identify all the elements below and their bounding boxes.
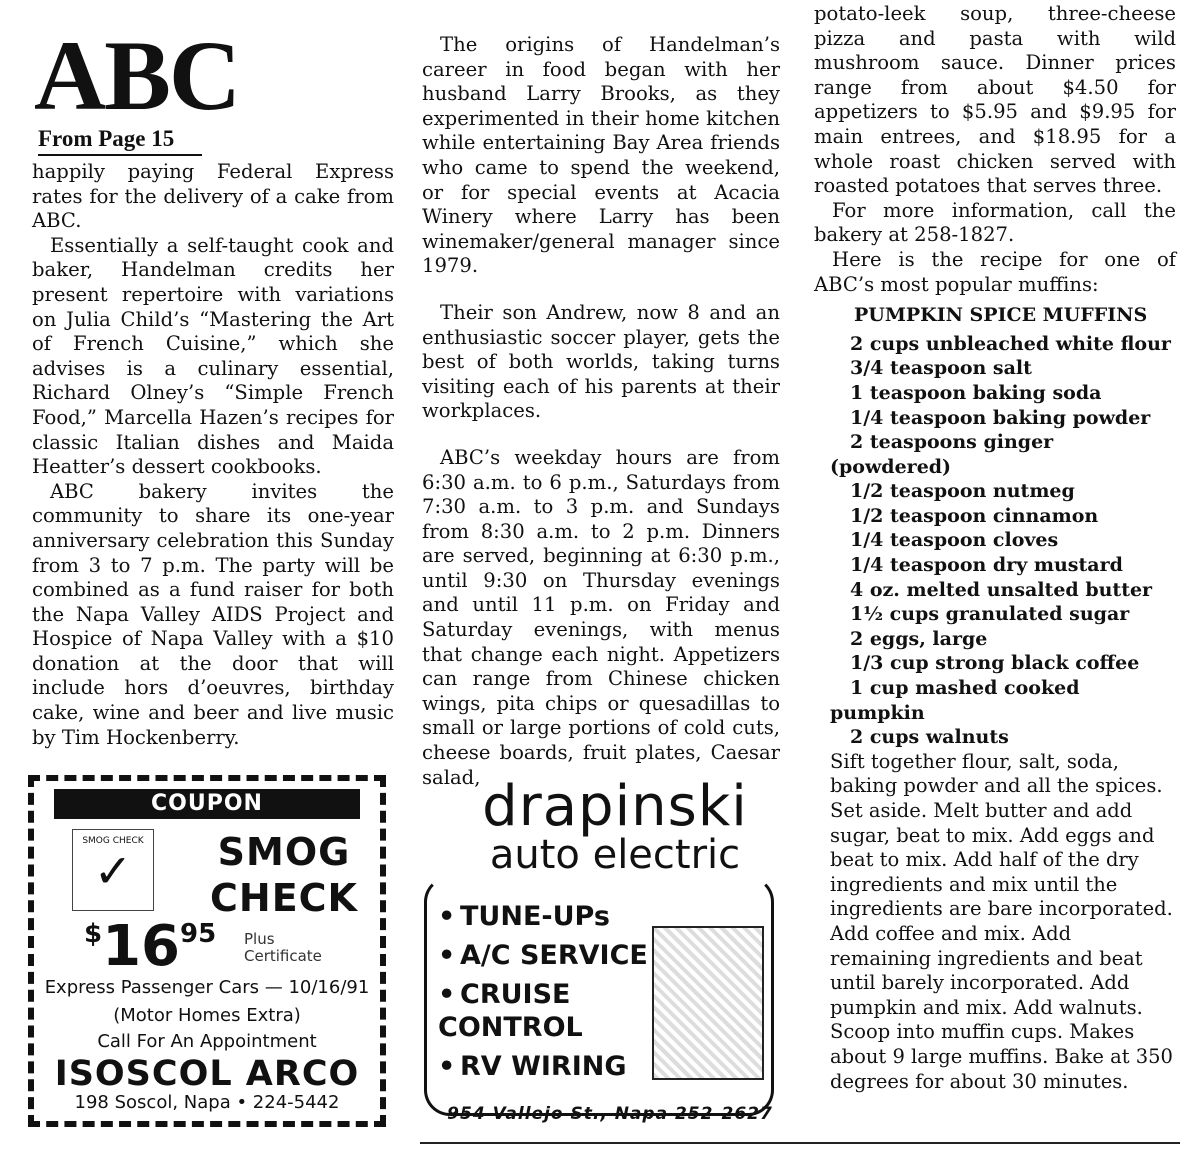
price-note [244, 931, 322, 965]
ingredient: 1 cup mashed cooked [850, 677, 1080, 700]
service-item: • A/C SERVICE [438, 940, 648, 971]
ingredient: 1/4 teaspoon baking powder [850, 406, 1151, 429]
col3-paragraph-3: Here is the recipe for one of ABC’s most popular muffins: [814, 247, 1176, 296]
ingredient: (powdered) [830, 455, 952, 478]
bullet-icon: • [438, 1051, 456, 1082]
ingredient: 1/2 teaspoon cinnamon [850, 504, 1099, 527]
col1-paragraph-1: happily paying Federal Express rates for the delivery of a cake from ABC. [32, 160, 394, 233]
headline-line-2: CHECK [210, 876, 358, 920]
ingredient: 2 eggs, large [850, 627, 988, 650]
service-item-continued: CONTROL [438, 1012, 583, 1043]
headline: ABC [34, 20, 240, 131]
headline-line-1: SMOG [217, 830, 351, 874]
drapinski-ad [420, 774, 782, 1148]
column-3 [814, 0, 1176, 1094]
coupon-line-1: Express Passenger Cars — 10/16/91 [44, 977, 370, 998]
ingredient: 1 teaspoon baking soda [850, 381, 1102, 404]
column-1 [32, 0, 394, 750]
service-item: • TUNE-UPs [438, 901, 610, 932]
col3-paragraph-1: potato-leek soup, three-cheese pizza and pasta with wild mushroom sauce. Dinner prices range from about $4.50 for appetizers to $5.95 and $9.95 for main entrees, and $18.95 for a whole roast chicken served with roasted potatoes that serves three. [814, 2, 1176, 198]
smog-check-logo [72, 829, 154, 911]
ingredient: 1½ cups granulated sugar [850, 603, 1130, 626]
coupon-line-3: Call For An Appointment [97, 1031, 317, 1052]
ingredient: 2 teaspoons ginger [850, 431, 1054, 454]
price-note-line-1: Plus [244, 930, 275, 948]
ingredient: 1/4 teaspoon dry mustard [850, 554, 1123, 577]
bullet-icon: • [438, 979, 456, 1010]
logo-text: SMOG CHECK [82, 836, 144, 846]
col2-paragraph-3: ABC’s weekday hours are from 6:30 a.m. to 6 p.m., Saturdays from 7:30 a.m. to 3 p.m. and Sundays from 8:30 a.m. to 2 p.m. Dinners are served, beginning at 6:30 p.m., until 9:30 on Thursday evenings and until 11 p.m. on Friday and Saturday evenings, with menus that change each night. Appetizers can range from Chinese chicken wings, pita chips or quesadillas to small or large portions of cold cuts, cheese boards, fruit plates, Caesar salad, [422, 445, 780, 789]
service-item: • CRUISE [438, 979, 571, 1010]
col1-paragraph-3: ABC bakery invites the community to share its one-year anniversary celebration this Sunday from 3 to 7 p.m. The party will be combined as a fund raiser for both the Napa Valley AIDS Project and Hospice of Napa Valley with a $10 donation at the door that will include hors d’oeuvres, birthday cake, wine and beer and live music by Tim Hockenberry. [32, 479, 394, 749]
recipe-method: Sift together flour, salt, soda, baking powder and all the spices. Set aside. Melt butter and add sugar, beat to mix. Add eggs and beat to mix. Add half of the dry ingredients and mix until the ingredients are bare incorporated. Add coffee and mix. Add remaining ingredients and beat until barely incorporated. Add pumpkin and mix. Add walnuts. Scoop into muffin cups. Makes about 9 large muffins. Bake at 350 degrees for about 30 minutes. [830, 749, 1173, 1093]
price-dollars: 16 [102, 914, 181, 979]
col2-paragraph-1: The origins of Handelman’s career in food began with her husband Larry Brooks, as they experimented in their home kitchen while entertaining Bay Area friends who came to spend the weekend, or for special events at Acacia Winery where Larry has been winemaker/general manager since 1979. [422, 33, 780, 278]
coupon-price [84, 914, 217, 979]
ingredient: 2 cups walnuts [850, 726, 1009, 749]
price-note-line-2: Certificate [244, 947, 322, 965]
ingredient: 1/3 cup strong black coffee [850, 652, 1140, 675]
ingredient: pumpkin [830, 701, 925, 724]
ingredient: 2 cups unbleached white flour [850, 332, 1171, 355]
ingredient: 1/2 teaspoon nutmeg [850, 480, 1075, 503]
service-item: • RV WIRING [438, 1051, 627, 1082]
drapinski-address: 954 Vallejo St., Napa 252-2627 [447, 1104, 773, 1124]
bullet-icon: • [438, 940, 456, 971]
bottom-rule [420, 1142, 1180, 1144]
ingredient: 4 oz. melted unsalted butter [850, 578, 1153, 601]
ingredient: 1/4 teaspoon cloves [850, 529, 1059, 552]
bullet-icon: • [438, 901, 456, 932]
smog-check-headline [194, 829, 374, 921]
from-page-label: From Page 15 [38, 126, 202, 156]
mechanic-illustration [652, 926, 764, 1080]
col2-paragraph-2: Their son Andrew, now 8 and an enthusiastic soccer player, gets the best of both worlds, taking turns visiting each of his parents at their workplaces. [422, 300, 780, 423]
smog-check-coupon-ad [28, 775, 386, 1127]
col3-paragraph-2: For more information, call the bakery at 258-1827. [814, 198, 1176, 247]
recipe-title: PUMPKIN SPICE MUFFINS [854, 304, 1148, 327]
coupon-line-2: (Motor Homes Extra) [113, 1005, 301, 1026]
price-dollar-sign: $ [84, 919, 103, 949]
column-2 [422, 0, 780, 790]
drapinski-logo: drapinski [482, 774, 748, 839]
drapinski-subtitle: auto electric [489, 832, 741, 878]
business-address: 198 Soscol, Napa • 224-5442 [74, 1092, 340, 1113]
coupon-banner: COUPON [54, 789, 360, 819]
business-name: ISOSCOL ARCO [54, 1054, 360, 1094]
checkmark-icon: ✓ [93, 844, 133, 898]
services-list [438, 900, 648, 1089]
col1-paragraph-2: Essentially a self-taught cook and baker, Handelman credits her present repertoire with variations on Julia Child’s “Mastering the Art of French Cuisine,” which she advises is a culinary essential, Richard Olney’s “Simple French Food,” Marcella Hazen’s recipes for classic Italian dishes and Maida Heatter’s dessert cookbooks. [32, 233, 394, 479]
ingredient-list [814, 332, 1176, 750]
ingredient: 3/4 teaspoon salt [850, 357, 1032, 380]
price-cents: 95 [180, 919, 217, 949]
